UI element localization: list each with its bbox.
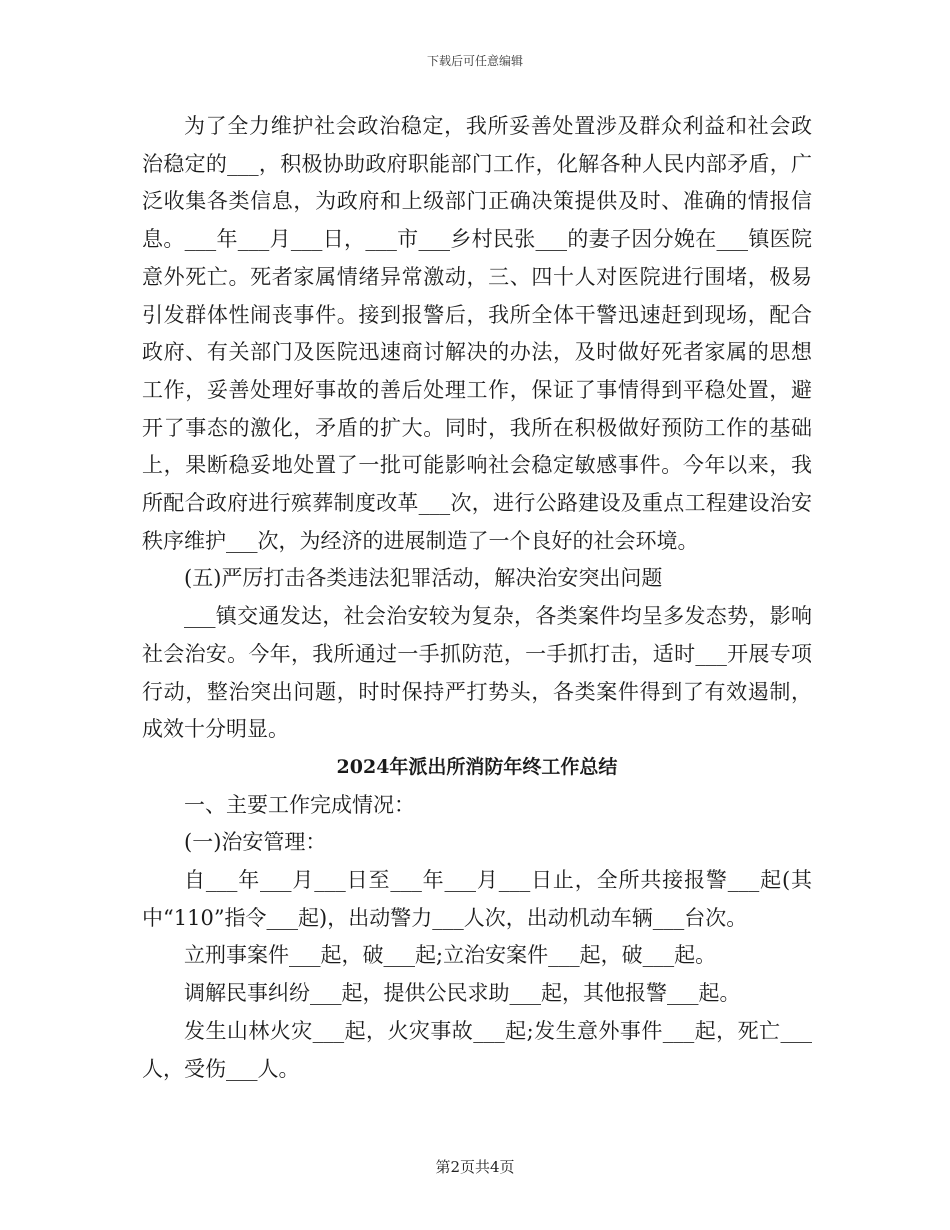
document-body <box>142 108 812 1088</box>
section-heading-main-work: 一、主要工作完成情况： <box>184 792 415 817</box>
paragraph-fire-stats: 发生山林火灾___起，火灾事故___起;发生意外事件___起，死亡___人，受伤___人。 <box>142 1018 812 1081</box>
document-title: 2024年派出所消防年终工作总结 <box>336 755 618 778</box>
paragraph-crackdown: ___镇交通发达，社会治安较为复杂，各类案件均呈多发态势，影响社会治安。今年，我所通过一手抓防范，一手抓打击，适时___开展专项行动，整治突出问题，时时保持严打势头，各类案件得到了有效遏制，成效十分明显。 <box>142 604 812 742</box>
paragraph-dispute-stats: 调解民事纠纷___起，提供公民求助___起，其他报警___起。 <box>184 981 741 1006</box>
paragraph-case-stats: 立刑事案件___起，破___起;立治安案件___起，破___起。 <box>184 943 717 968</box>
subsection-heading-public-security: (一)治安管理： <box>184 830 327 855</box>
page-header-note: 下载后可任意编辑 <box>426 54 523 68</box>
page-number: 第2页共4页 <box>435 1158 515 1176</box>
paragraph-alarm-stats: 自___年___月___日至___年___月___日止，全所共接报警___起(其中“110”指令___起)，出动警力___人次，出动机动车辆___台次。 <box>142 868 812 930</box>
paragraph-stability: 为了全力维护社会政治稳定，我所妥善处置涉及群众利益和社会政治稳定的___，积极协助政府职能部门工作，化解各种人民内部矛盾，广泛收集各类信息，为政府和上级部门正确决策提供及时、准确的情报信息。___年___月___日，___市___乡村民张___的妻子因分娩在___镇医院意外死亡。死者家属情绪异常激动，三、四十人对医院进行围堵，极易引发群体性闹丧事件。接到报警后，我所全体干警迅速赶到现场，配合政府、有关部门及医院迅速商讨解决的办法，及时做好死者家属的思想工作，妥善处理好事故的善后处理工作，保证了事情得到平稳处置，避开了事态的激化，矛盾的扩大。同时，我所在积极做好预防工作的基础上，果断稳妥地处置了一批可能影响社会稳定敏感事件。今年以来，我所配合政府进行殡葬制度改革___次，进行公路建设及重点工程建设治安秩序维护___次，为经济的进展制造了一个良好的社会环境。 <box>142 114 812 553</box>
section-heading-five: (五)严厉打击各类违法犯罪活动，解决治安突出问题 <box>184 566 663 591</box>
